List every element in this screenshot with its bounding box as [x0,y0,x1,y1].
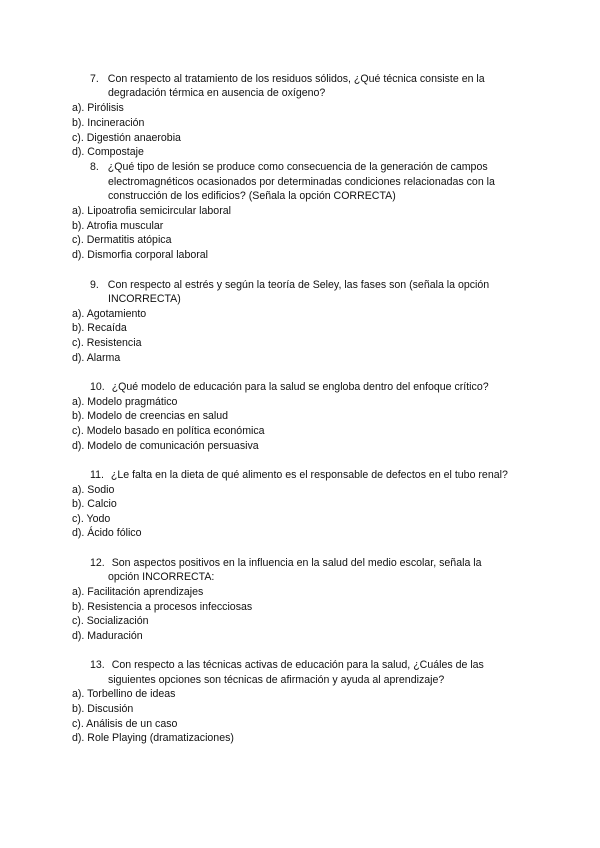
question-7-option-b: b). Incineración [72,117,145,129]
question-13-option-a: a). Torbellino de ideas [72,688,176,700]
question-7-line-1 [90,72,485,86]
question-7-option-a: a). Pirólisis [72,102,124,114]
question-9-option-b: b). Recaída [72,322,127,334]
question-9-line-2: INCORRECTA) [108,293,181,305]
question-8-line-1 [90,160,488,174]
question-number: 13. [90,659,105,671]
question-number: 7. [90,73,99,85]
question-12-option-c: c). Socialización [72,615,149,627]
question-13-line-1 [90,658,484,672]
question-11-line-1 [90,468,508,482]
question-11-option-d: d). Ácido fólico [72,527,142,539]
question-7-line-2: degradación térmica en ausencia de oxígeno? [108,87,326,99]
question-8-option-a: a). Lipoatrofia semicircular laboral [72,205,231,217]
question-12-line-1 [90,556,482,570]
question-8-option-b: b). Atrofia muscular [72,220,164,232]
question-text: Con respecto al tratamiento de los residuos sólidos, ¿Qué técnica consiste en la [107,73,485,85]
question-9-option-a: a). Agotamiento [72,308,147,320]
question-10-option-d: d). Modelo de comunicación persuasiva [72,440,259,452]
question-13-option-b: b). Discusión [72,703,134,715]
question-10-option-b: b). Modelo de creencias en salud [72,410,229,422]
question-number: 10. [90,381,105,393]
question-text: ¿Qué tipo de lesión se produce como consecuencia de la generación de campos [107,161,488,173]
question-9-option-c: c). Resistencia [72,337,142,349]
question-10-option-a: a). Modelo pragmático [72,396,178,408]
question-12-option-d: d). Maduración [72,630,143,642]
question-8-line-2: electromagnéticos ocasionados por determinadas condiciones relacionadas con la [108,176,495,188]
question-8-option-c: c). Dermatitis atópica [72,234,172,246]
question-10-line-1 [90,380,489,394]
question-number: 8. [90,161,99,173]
question-8-line-3: construcción de los edificios? (Señala la opción CORRECTA) [108,190,396,202]
question-12-option-b: b). Resistencia a procesos infecciosas [72,601,253,613]
question-text: ¿Le falta en la dieta de qué alimento es el responsable de defectos en el tubo renal? [110,469,508,481]
question-7-option-d: d). Compostaje [72,146,144,158]
question-13-line-2: siguientes opciones son técnicas de afirmación y ayuda al aprendizaje? [108,674,445,686]
question-12-line-2: opción INCORRECTA: [108,571,215,583]
question-8-option-d: d). Dismorfia corporal laboral [72,249,209,261]
question-12-option-a: a). Facilitación aprendizajes [72,586,204,598]
question-11-option-c: c). Yodo [72,513,111,525]
question-13-option-c: c). Análisis de un caso [72,718,178,730]
question-13-option-d: d). Role Playing (dramatizaciones) [72,732,234,744]
question-10-option-c: c). Modelo basado en política económica [72,425,265,437]
question-7-option-c: c). Digestión anaerobia [72,132,181,144]
question-number: 11. [90,469,104,481]
question-9-line-1 [90,278,489,292]
question-text: Son aspectos positivos en la influencia en la salud del medio escolar, señala la [111,557,482,569]
question-9-option-d: d). Alarma [72,352,121,364]
question-11-option-a: a). Sodio [72,484,115,496]
question-number: 9. [90,279,99,291]
question-text: Con respecto a las técnicas activas de educación para la salud, ¿Cuáles de las [111,659,484,671]
question-number: 12. [90,557,105,569]
question-11-option-b: b). Calcio [72,498,117,510]
question-text: ¿Qué modelo de educación para la salud se engloba dentro del enfoque crítico? [111,381,489,393]
question-text: Con respecto al estrés y según la teoría de Seley, las fases son (señala la opción [107,279,490,291]
